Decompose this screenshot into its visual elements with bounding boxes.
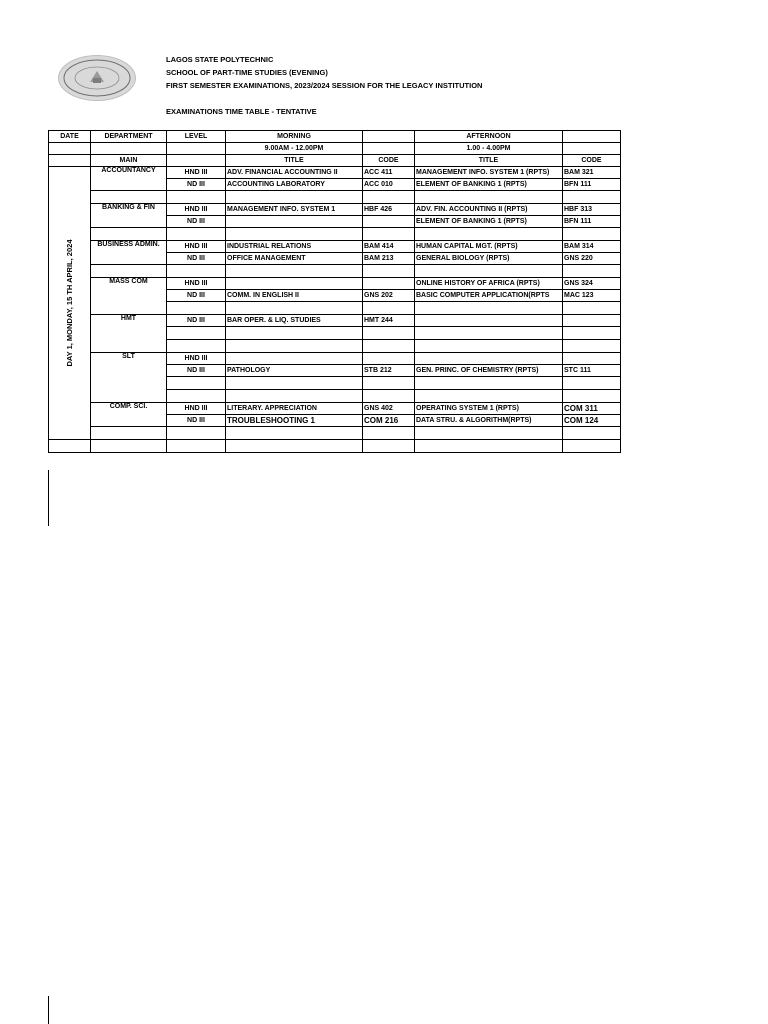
col-morning-title: TITLE bbox=[226, 155, 363, 167]
morning-time: 9.00AM - 12.00PM bbox=[226, 143, 363, 155]
school-name: SCHOOL OF PART-TIME STUDIES (EVENING) bbox=[166, 68, 328, 77]
col-date: DATE bbox=[49, 131, 91, 143]
department-cell: MASS COM bbox=[91, 278, 167, 315]
col-afternoon-code: CODE bbox=[563, 155, 621, 167]
exam-title: FIRST SEMESTER EXAMINATIONS, 2023/2024 SESSION FOR THE LEGACY INSTITUTION bbox=[166, 81, 483, 90]
page-edge-line bbox=[48, 470, 49, 526]
timetable-subtitle: EXAMINATIONS TIME TABLE - TENTATIVE bbox=[166, 107, 317, 116]
department-cell: SLT bbox=[91, 353, 167, 403]
table-row: ND III ACCOUNTING LABORATORY ACC 010 ELEMENT OF BANKING 1 (RPTS) BFN 111 bbox=[49, 179, 621, 191]
department-cell: HMT bbox=[91, 315, 167, 353]
polytechnic-logo bbox=[58, 55, 136, 101]
col-afternoon: AFTERNOON bbox=[415, 131, 563, 143]
col-main: MAIN bbox=[91, 155, 167, 167]
table-row: SLT HND III bbox=[49, 353, 621, 365]
col-morning: MORNING bbox=[226, 131, 363, 143]
afternoon-time: 1.00 - 4.00PM bbox=[415, 143, 563, 155]
table-row: ND III COMM. IN ENGLISH II GNS 202 BASIC COMPUTER APPLICATION(RPTS MAC 123 bbox=[49, 290, 621, 302]
department-cell: ACCOUNTANCY bbox=[91, 167, 167, 191]
page-edge-line bbox=[48, 996, 49, 1024]
exam-timetable bbox=[48, 130, 621, 453]
table-row: HMT ND III BAR OPER. & LIQ. STUDIES HMT 244 bbox=[49, 315, 621, 327]
crest-emblem-icon bbox=[59, 56, 135, 100]
table-row: COMP. SCI. HND III LITERARY. APPRECIATION GNS 402 OPERATING SYSTEM 1 (RPTS) COM 311 bbox=[49, 403, 621, 415]
table-row: ND III OFFICE MANAGEMENT BAM 213 GENERAL BIOLOGY (RPTS) GNS 220 bbox=[49, 253, 621, 265]
day-label: DAY 1, MONDAY, 15 TH APRIL, 2024 bbox=[64, 239, 74, 367]
col-level: LEVEL bbox=[167, 131, 226, 143]
department-cell: BANKING & FIN bbox=[91, 204, 167, 228]
col-department: DEPARTMENT bbox=[91, 131, 167, 143]
table-row: BUSINESS ADMIN. HND III INDUSTRIAL RELATIONS BAM 414 HUMAN CAPITAL MGT. (RPTS) BAM 314 bbox=[49, 241, 621, 253]
table-row: BANKING & FIN HND III MANAGEMENT INFO. SYSTEM 1 HBF 426 ADV. FIN. ACCOUNTING II (RPTS) HBF 313 bbox=[49, 204, 621, 216]
col-afternoon-title: TITLE bbox=[415, 155, 563, 167]
table-row: ND III ELEMENT OF BANKING 1 (RPTS) BFN 111 bbox=[49, 216, 621, 228]
table-row: MASS COM HND III ONLINE HISTORY OF AFRICA (RPTS) GNS 324 bbox=[49, 278, 621, 290]
department-cell: BUSINESS ADMIN. bbox=[91, 241, 167, 265]
table-row: ND III PATHOLOGY STB 212 GEN. PRINC. OF CHEMISTRY (RPTS) STC 111 bbox=[49, 365, 621, 377]
col-morning-code: CODE bbox=[363, 155, 415, 167]
table-row: DAY 1, MONDAY, 15 TH APRIL, 2024 ACCOUNTANCY HND III ADV. FINANCIAL ACCOUNTING II ACC 411 MANAGEMENT INFO. SYSTEM 1 (RPTS) BAM 321 bbox=[49, 167, 621, 179]
table-row: ND III TROUBLESHOOTING 1 COM 216 DATA STRU. & ALGORITHM(RPTS) COM 124 bbox=[49, 415, 621, 427]
institution-name: LAGOS STATE POLYTECHNIC bbox=[166, 55, 274, 64]
date-cell bbox=[49, 167, 91, 440]
department-cell: COMP. SCI. bbox=[91, 403, 167, 427]
